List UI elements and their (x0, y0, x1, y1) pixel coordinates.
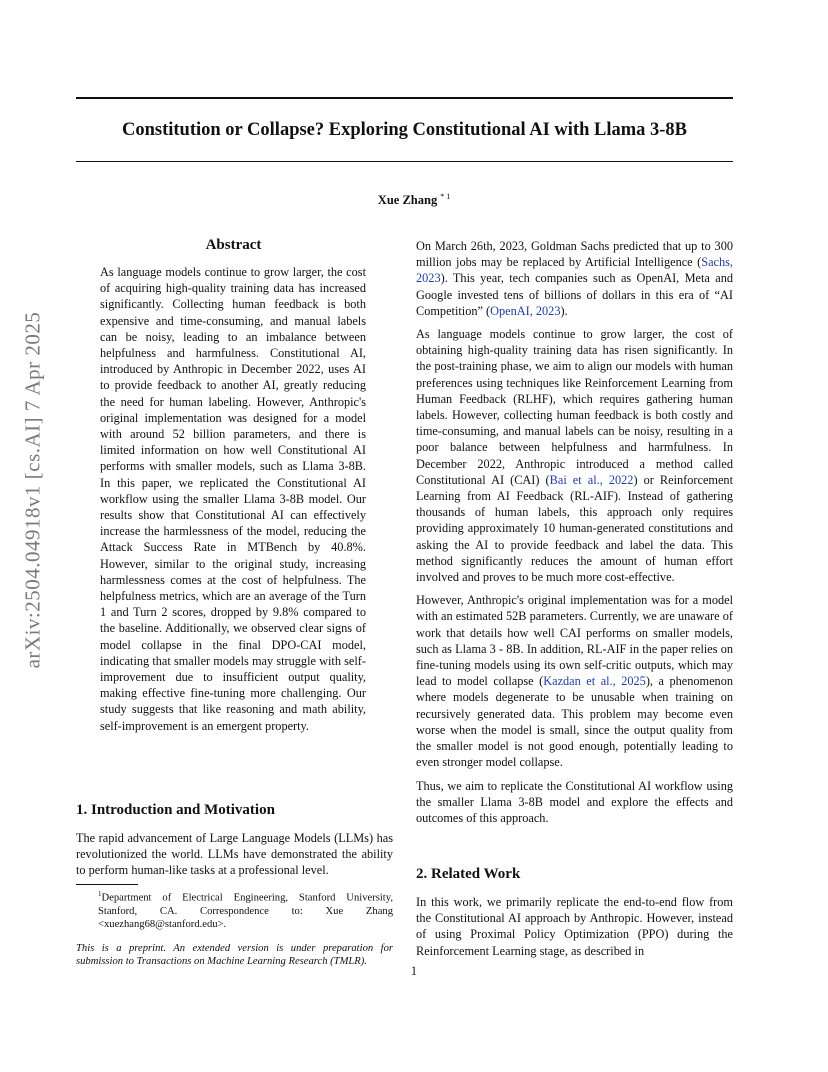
abstract-text: As language models continue to grow larger, the cost of acquiring high-quality training data has increased significantly. Collecting human feedback is both expensive and time-consuming, and manual labels can be noisy, leading to an imbalance between helpfulness and harmfulness. Constitutional AI, introduced by Anthropic in December 2022, uses AI to provide feedback to another AI, greatly reducing the need for human labeling. However, Anthropic's original implementation was designed for a model with around 52 billion parameters, and there is limited information on how well Constitutional AI performs with smaller models, such as Llama 3-8B. In this paper, we replicated the Constitutional AI workflow using the smaller Llama 3-8B model. Our results show that Constitutional AI can effectively increase the harmlessness of the model, reducing the Attack Success Rate in MTBench by 40.8%. However, similar to the original study, increasing harmlessness comes at the cost of helpfulness. The helpfulness metrics, which are an average of the Turn 1 and Turn 2 scores, dropped by 9.8% compared to the baseline. Additionally, we observed clear signs of model collapse in the final DPO-CAI model, indicating that smaller models may struggle with self-improvement due to insufficient output quality, making effective fine-tuning more challenging. Our study suggests that like reasoning and math ability, self-improvement is an emergent property. (100, 265, 366, 733)
citation-link[interactable]: Kazdan et al., 2025 (543, 674, 646, 689)
related-work-text: In this work, we primarily replicate the end-to-end flow from the Constitutional AI approach by Anthropic. However, instead of using Proximal Policy Optimization (PPO) during the Reinforcement Learning stage, as described in (416, 895, 733, 958)
page-number: 1 (410, 964, 418, 978)
footnote-mark: 1 (98, 890, 102, 898)
footnote (76, 888, 393, 931)
text-span: On March 26th, 2023, Goldman Sachs predicted that up to 300 million jobs may be replaced by Artificial Intelligence ( (416, 239, 733, 270)
text-span: ) or Reinforcement Learning from AI Feedback (RL-AIF). Instead of gathering thousands of human labels, this approach only requires providing approximately 10 human-generated constitutions and asking the AI to provide feedback and label the data. This method significantly reduces the amount of human effort involved and proves to be much more cost-effective. (416, 472, 733, 585)
intro-paragraph-1 (416, 238, 733, 319)
intro-paragraph-4: Thus, we aim to replicate the Constitutional AI workflow using the smaller Llama 3-8B model and explore the effects and outcomes of this approach. (416, 778, 733, 825)
text-span: As language models continue to grow larger, the cost of obtaining high-quality training data has risen significantly. In the post-training phase, we aim to align our models with human preferences using techniques like Reinforcement Learning from Human Feedback (RLHF), which requires gathering human labels. However, collecting human feedback is both costly and time-consuming, and manual labels can be noisy, resulting in a poor balance between helpfulness and harmfulness. In December 2022, Anthropic introduced a method called Constitutional AI (CAI) ( (416, 327, 733, 487)
top-rule (76, 97, 733, 99)
arxiv-stamp (18, 300, 48, 680)
author-line (0, 192, 828, 208)
text-span: ). (560, 303, 568, 318)
text-span: ). This year, tech companies such as OpenAI, Meta and Google invested tens of billions of dollars in this era of “AI Competition” ( (416, 271, 733, 318)
related-work-heading: 2. Related Work (416, 866, 521, 882)
intro-left-text: The rapid advancement of Large Language Models (LLMs) has revolutionized the world. LLMs have demonstrated the ability to perform human-like tasks at a professional level. (76, 831, 393, 878)
title-rule (76, 161, 733, 162)
intro-paragraph-3 (416, 592, 733, 770)
citation-link[interactable]: Bai et al., 2022 (549, 472, 634, 487)
citation-link[interactable]: Sachs, 2023 (416, 255, 733, 286)
text-span: However, Anthropic's original implementation was for a model with an estimated 52B parameters. Currently, we are unaware of work that details how well CAI performs on smaller models, such as Llama 3 - 8B. In addition, RL-AIF in the paper relies on fine-tuning models using its own self-critic outputs, which may lead to model collapse ( (416, 593, 733, 689)
footnote-text: Department of Electrical Engineering, Stanford University, Stanford, CA. Correspondence to: Xue Zhang <xuezhang68@stanford.edu>. (98, 892, 393, 930)
paper-title: Constitution or Collapse? Exploring Constitutional AI with Llama 3-8B (121, 120, 688, 140)
arxiv-id: arXiv:2504.04918v1 [cs.AI] 7 Apr 2025 (20, 311, 45, 669)
intro-paragraph-2 (416, 326, 733, 585)
citation-link[interactable]: OpenAI, 2023 (490, 303, 561, 318)
author-marks: * 1 (440, 192, 451, 201)
author-name: Xue Zhang (377, 193, 438, 208)
abstract-heading: Abstract (205, 237, 262, 253)
intro-right-column (416, 238, 733, 833)
text-span: ), a phenomenon where models degenerate to be unusable when training on recursively generated data. This problem may become even worse when the model is small, since the output quality from the smaller model is not good enough, potentially leading to even stronger model collapse. (416, 674, 734, 770)
footnote-rule (76, 884, 138, 885)
intro-heading: 1. Introduction and Motivation (76, 802, 275, 818)
preprint-note: This is a preprint. An extended version is under preparation for submission to Transactions on Machine Learning Research (TMLR). (76, 943, 393, 968)
